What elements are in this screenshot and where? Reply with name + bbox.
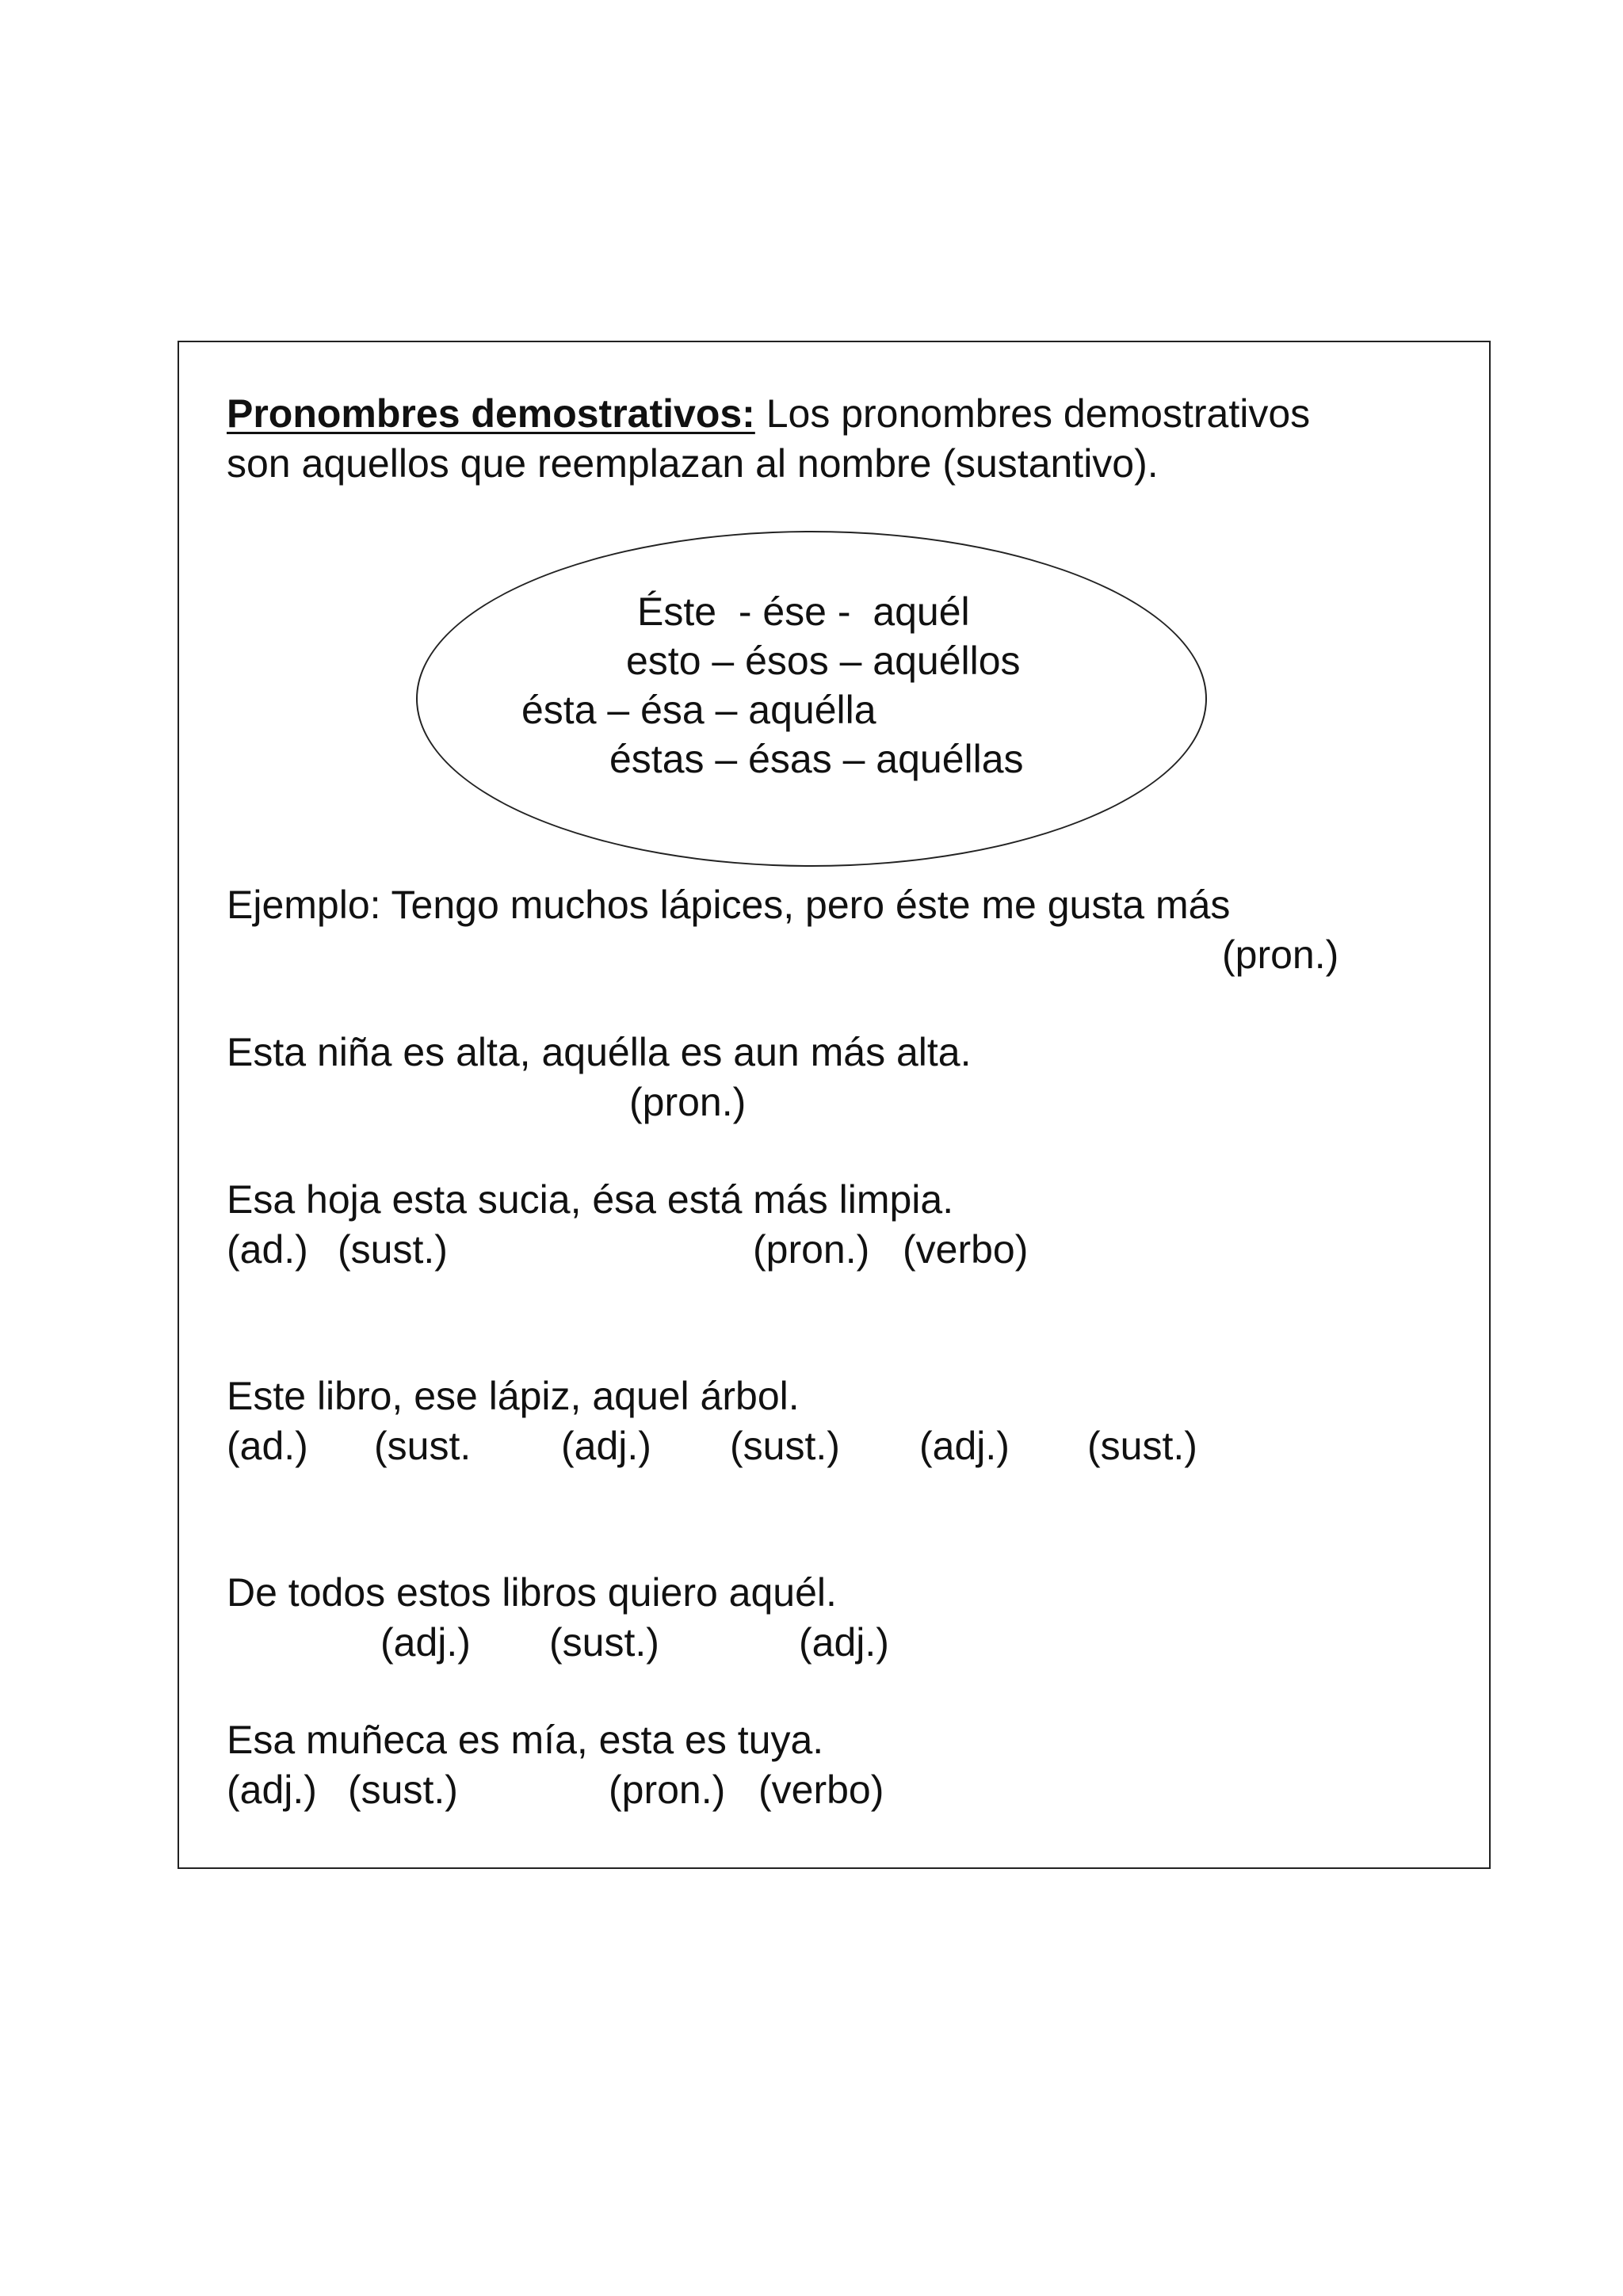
example-sentence: De todos estos libros quiero aquél. (227, 1570, 837, 1615)
oval-line-3: ésta – ésa – aquélla (521, 688, 876, 732)
grammar-label: (adj.) (799, 1620, 889, 1665)
intro-line-1 (227, 390, 1310, 437)
grammar-label: (ad.) (227, 1227, 308, 1272)
grammar-label: (sust.) (348, 1768, 458, 1812)
grammar-label: (adj.) (919, 1424, 1010, 1468)
intro-text-1: Los pronombres demostrativos (754, 391, 1311, 436)
grammar-label: (adj.) (561, 1424, 651, 1468)
grammar-label: (sust.) (549, 1620, 659, 1665)
grammar-label: (adj.) (227, 1768, 317, 1812)
grammar-label: (sust.) (730, 1424, 840, 1468)
intro-line-2: son aquellos que reemplazan al nombre (sustantivo). (227, 441, 1159, 486)
example-sentence: Esa hoja esta sucia, ésa está más limpia. (227, 1177, 954, 1222)
grammar-label: (sust.) (1087, 1424, 1197, 1468)
grammar-label: (verbo) (758, 1768, 884, 1812)
oval-line-1: Éste - ése - aquél (637, 589, 970, 634)
grammar-label: (pron.) (753, 1227, 870, 1272)
oval-line-4: éstas – ésas – aquéllas (609, 737, 1024, 781)
grammar-label: (verbo) (903, 1227, 1029, 1272)
grammar-label: (adj.) (380, 1620, 471, 1665)
grammar-label: (sust.) (338, 1227, 448, 1272)
grammar-label: (pron.) (629, 1080, 747, 1124)
grammar-label: (sust. (374, 1424, 472, 1468)
example-sentence: Esa muñeca es mía, esta es tuya. (227, 1718, 824, 1762)
grammar-label: (pron.) (1222, 933, 1339, 977)
example-sentence: Esta niña es alta, aquélla es aun más alta. (227, 1030, 972, 1074)
example-sentence: Ejemplo: Tengo muchos lápices, pero éste me gusta más (227, 883, 1231, 927)
grammar-label: (pron.) (609, 1768, 726, 1812)
example-sentence: Este libro, ese lápiz, aquel árbol. (227, 1374, 800, 1418)
section-title: Pronombres demostrativos: (227, 391, 755, 436)
grammar-label: (ad.) (227, 1424, 308, 1468)
oval-line-2: esto – ésos – aquéllos (626, 639, 1021, 683)
